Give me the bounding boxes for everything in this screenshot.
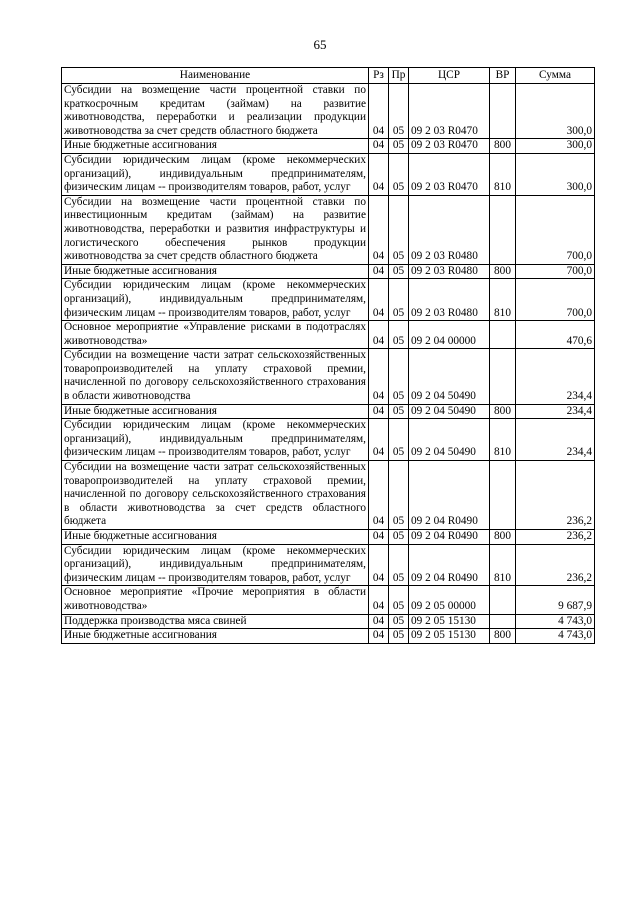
cell-pr: 05 <box>389 404 409 419</box>
cell-pr: 05 <box>389 195 409 264</box>
table-row <box>62 279 595 321</box>
cell-name: Иные бюджетные ассигнования <box>62 629 369 644</box>
cell-sum: 700,0 <box>516 279 595 321</box>
cell-csr: 09 2 04 50490 <box>409 349 490 404</box>
table-row <box>62 544 595 586</box>
cell-rz: 04 <box>369 195 389 264</box>
cell-name: Субсидии юридическим лицам (кроме некоммерческих организаций), индивидуальным предпринимателям, физическим лицам -- производителям товаров, работ, услуг <box>62 419 369 461</box>
cell-rz: 04 <box>369 404 389 419</box>
table-row <box>62 629 595 644</box>
cell-vr <box>490 349 516 404</box>
cell-vr <box>490 195 516 264</box>
table-row <box>62 404 595 419</box>
cell-csr: 09 2 03 R0480 <box>409 195 490 264</box>
cell-csr: 09 2 03 R0470 <box>409 139 490 154</box>
cell-sum: 9 687,9 <box>516 586 595 614</box>
cell-csr: 09 2 04 R0490 <box>409 530 490 545</box>
cell-sum: 700,0 <box>516 264 595 279</box>
cell-rz: 04 <box>369 279 389 321</box>
cell-name: Иные бюджетные ассигнования <box>62 139 369 154</box>
cell-csr: 09 2 04 00000 <box>409 321 490 349</box>
cell-rz: 04 <box>369 629 389 644</box>
cell-name: Субсидии на возмещение части процентной ставки по краткосрочным кредитам (займам) на развитие животноводства, переработки и реализации продукции животноводства за счет средств областного бюджета <box>62 84 369 139</box>
cell-pr: 05 <box>389 84 409 139</box>
cell-csr: 09 2 04 50490 <box>409 419 490 461</box>
cell-csr: 09 2 04 R0490 <box>409 461 490 530</box>
cell-csr: 09 2 05 15130 <box>409 629 490 644</box>
cell-sum: 700,0 <box>516 195 595 264</box>
cell-csr: 09 2 04 50490 <box>409 404 490 419</box>
cell-name: Иные бюджетные ассигнования <box>62 530 369 545</box>
cell-pr: 05 <box>389 153 409 195</box>
cell-name: Поддержка производства мяса свиней <box>62 614 369 629</box>
table-row <box>62 153 595 195</box>
header-name: Наименование <box>62 68 369 84</box>
cell-pr: 05 <box>389 586 409 614</box>
table-header-row <box>62 68 595 84</box>
cell-vr: 800 <box>490 139 516 154</box>
cell-name: Иные бюджетные ассигнования <box>62 404 369 419</box>
cell-rz: 04 <box>369 461 389 530</box>
cell-sum: 236,2 <box>516 461 595 530</box>
cell-rz: 04 <box>369 419 389 461</box>
cell-name: Субсидии на возмещение части затрат сельскохозяйственных товаропроизводителей на уплату страховой премии, начисленной по договору сельскохозяйственного страхования в области животноводства за счет средств областного бюджета <box>62 461 369 530</box>
cell-name: Субсидии на возмещение части затрат сельскохозяйственных товаропроизводителей на уплату страховой премии, начисленной по договору сельскохозяйственного страхования в области животноводства <box>62 349 369 404</box>
cell-rz: 04 <box>369 153 389 195</box>
cell-sum: 300,0 <box>516 153 595 195</box>
cell-vr: 800 <box>490 629 516 644</box>
cell-name: Основное мероприятие «Управление рисками в подотраслях животноводства» <box>62 321 369 349</box>
cell-pr: 05 <box>389 530 409 545</box>
cell-vr <box>490 614 516 629</box>
cell-vr: 800 <box>490 530 516 545</box>
cell-sum: 236,2 <box>516 530 595 545</box>
cell-csr: 09 2 03 R0480 <box>409 264 490 279</box>
header-pr: Пр <box>389 68 409 84</box>
cell-rz: 04 <box>369 139 389 154</box>
table-row <box>62 139 595 154</box>
cell-vr: 810 <box>490 153 516 195</box>
cell-pr: 05 <box>389 614 409 629</box>
table-row <box>62 321 595 349</box>
cell-rz: 04 <box>369 544 389 586</box>
cell-pr: 05 <box>389 264 409 279</box>
table-body <box>62 84 595 644</box>
cell-pr: 05 <box>389 279 409 321</box>
cell-vr: 800 <box>490 264 516 279</box>
table-row <box>62 586 595 614</box>
cell-sum: 236,2 <box>516 544 595 586</box>
cell-name: Субсидии юридическим лицам (кроме некоммерческих организаций), индивидуальным предпринимателям, физическим лицам -- производителям товаров, работ, услуг <box>62 153 369 195</box>
header-csr: ЦСР <box>409 68 490 84</box>
cell-name: Субсидии на возмещение части процентной ставки по инвестиционным кредитам (займам) на развитие животноводства, переработки и развития инфраструктуры и логистического обеспечения рынков продукции животноводства за счет средств областного бюджета <box>62 195 369 264</box>
page-number: 65 <box>313 37 327 52</box>
cell-vr <box>490 321 516 349</box>
cell-pr: 05 <box>389 419 409 461</box>
cell-vr <box>490 586 516 614</box>
cell-sum: 4 743,0 <box>516 614 595 629</box>
cell-pr: 05 <box>389 321 409 349</box>
table-row <box>62 614 595 629</box>
cell-sum: 300,0 <box>516 84 595 139</box>
budget-table <box>61 67 595 644</box>
cell-pr: 05 <box>389 544 409 586</box>
cell-csr: 09 2 03 R0470 <box>409 84 490 139</box>
cell-csr: 09 2 05 00000 <box>409 586 490 614</box>
cell-pr: 05 <box>389 629 409 644</box>
cell-sum: 4 743,0 <box>516 629 595 644</box>
cell-rz: 04 <box>369 586 389 614</box>
cell-name: Субсидии юридическим лицам (кроме некоммерческих организаций), индивидуальным предпринимателям, физическим лицам -- производителям товаров, работ, услуг <box>62 279 369 321</box>
cell-rz: 04 <box>369 349 389 404</box>
cell-rz: 04 <box>369 530 389 545</box>
cell-name: Субсидии юридическим лицам (кроме некоммерческих организаций), индивидуальным предпринимателям, физическим лицам -- производителям товаров, работ, услуг <box>62 544 369 586</box>
cell-pr: 05 <box>389 349 409 404</box>
cell-csr: 09 2 03 R0470 <box>409 153 490 195</box>
cell-pr: 05 <box>389 461 409 530</box>
cell-rz: 04 <box>369 264 389 279</box>
cell-sum: 234,4 <box>516 349 595 404</box>
cell-rz: 04 <box>369 614 389 629</box>
cell-sum: 234,4 <box>516 419 595 461</box>
header-vr: ВР <box>490 68 516 84</box>
cell-csr: 09 2 03 R0480 <box>409 279 490 321</box>
cell-vr <box>490 461 516 530</box>
header-sum: Сумма <box>516 68 595 84</box>
cell-vr: 810 <box>490 544 516 586</box>
cell-vr: 810 <box>490 279 516 321</box>
cell-vr <box>490 84 516 139</box>
header-rz: Рз <box>369 68 389 84</box>
cell-vr: 810 <box>490 419 516 461</box>
cell-csr: 09 2 04 R0490 <box>409 544 490 586</box>
cell-rz: 04 <box>369 84 389 139</box>
table-row <box>62 84 595 139</box>
cell-name: Основное мероприятие «Прочие мероприятия в области животноводства» <box>62 586 369 614</box>
table-row <box>62 349 595 404</box>
cell-name: Иные бюджетные ассигнования <box>62 264 369 279</box>
cell-sum: 234,4 <box>516 404 595 419</box>
cell-pr: 05 <box>389 139 409 154</box>
cell-csr: 09 2 05 15130 <box>409 614 490 629</box>
cell-sum: 470,6 <box>516 321 595 349</box>
table-row <box>62 530 595 545</box>
table-row <box>62 264 595 279</box>
table-row <box>62 419 595 461</box>
cell-rz: 04 <box>369 321 389 349</box>
cell-vr: 800 <box>490 404 516 419</box>
table-row <box>62 461 595 530</box>
cell-sum: 300,0 <box>516 139 595 154</box>
table-row <box>62 195 595 264</box>
